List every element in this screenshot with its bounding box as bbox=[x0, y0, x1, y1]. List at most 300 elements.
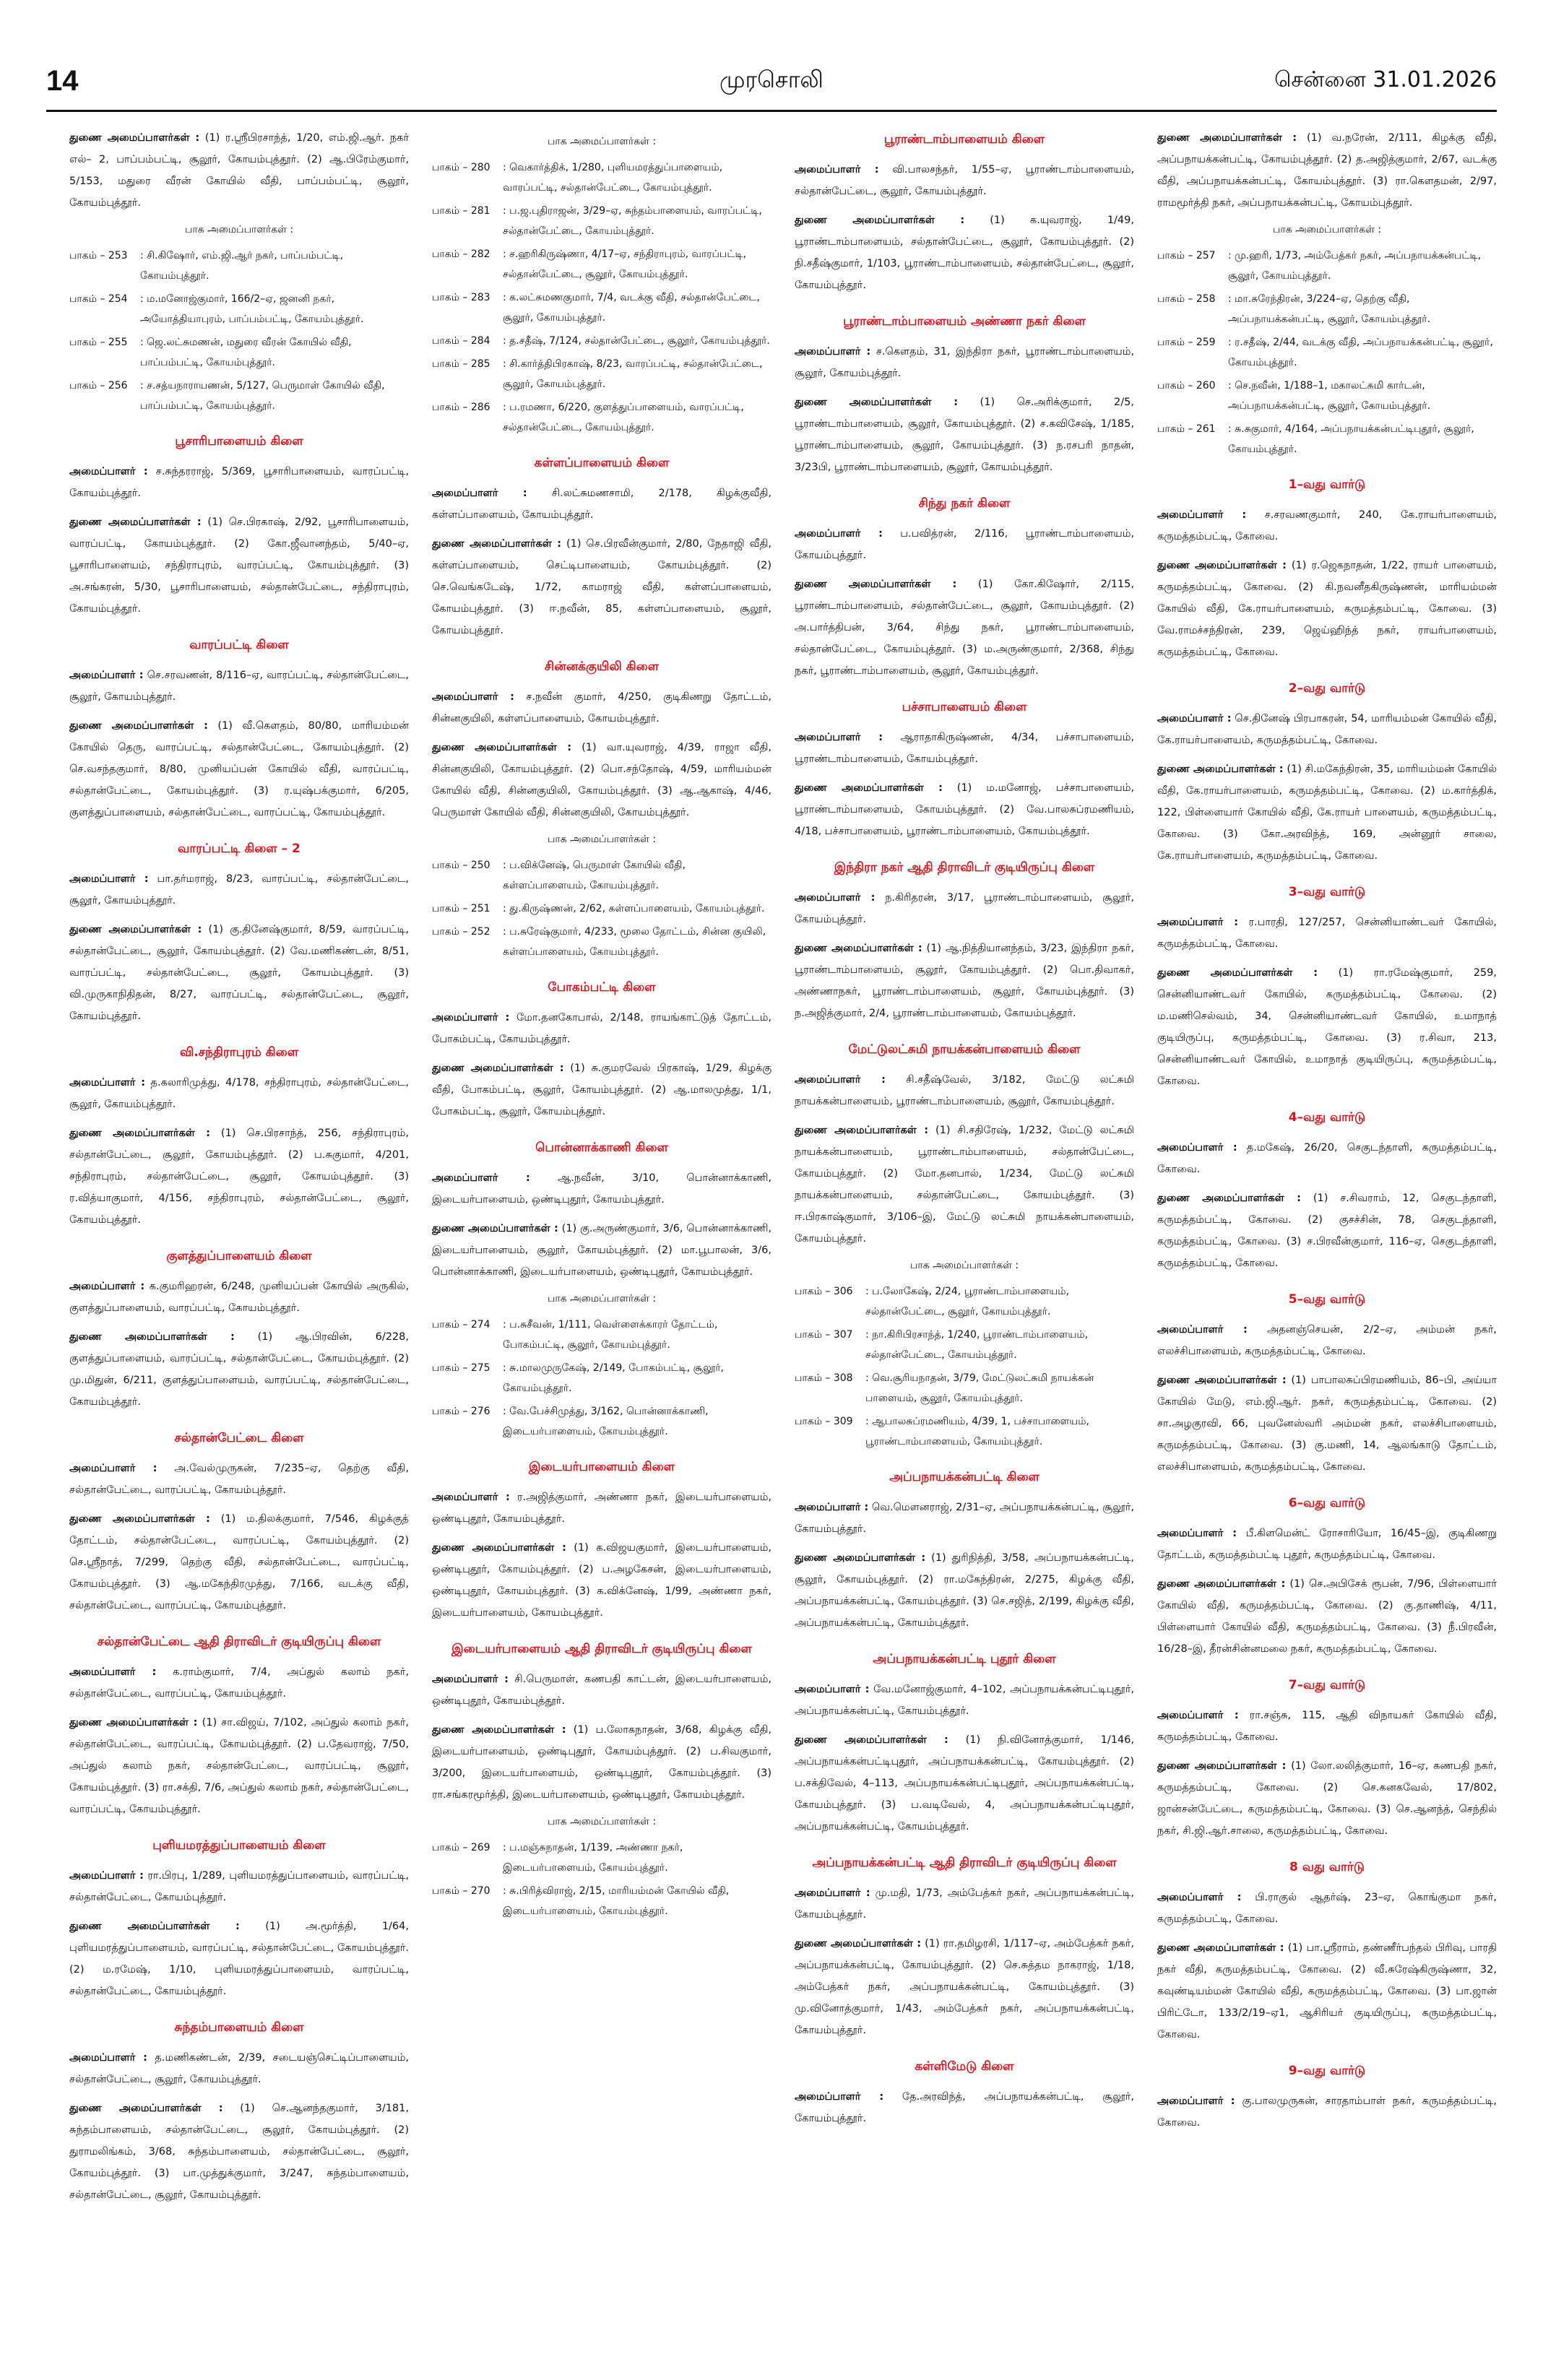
member-details: (1) வ.நரேன், 2/111, கிழக்கு வீதி, அப்பநாயக்கன்பட்டி, கோயம்புத்தூர். (2) த.அஜித்குமார், 2/67, வடக்கு வீதி, அப்பநாயக்கன்பட்டி, கோயம்புத்தூர். (3) ரா.கௌதமன், 2/97, ராமமூர்த்தி நகர், அப்பநாயக்கன்பட்டி, கோயம்புத்தூர். bbox=[1157, 132, 1497, 209]
role-label: துணை அமைப்பாளர்கள் : bbox=[795, 1125, 929, 1136]
role-label: துணை அமைப்பாளர்கள் : bbox=[432, 1063, 564, 1074]
role-label: துணை அமைப்பாளர்கள் : bbox=[1157, 1578, 1286, 1590]
role-label: துணை அமைப்பாளர்கள் : bbox=[432, 1542, 566, 1554]
member-details: அ.வேல்முருகன், 7/235–ஏ, தெற்கு வீதி, சல்தான்பேட்டை, வாரப்பட்டி, கோயம்புத்தூர். bbox=[69, 1463, 409, 1496]
booth-organizer: : சு.சுகுமார், 4/164, அப்பநாயக்கன்பட்டிபுதூர், சூலூர், கோயம்புத்தூர். bbox=[1228, 423, 1474, 455]
section-title: பூராண்டாம்பாளையம் கிளை bbox=[883, 132, 1045, 147]
role-label: அமைப்பாளர் : bbox=[1157, 917, 1239, 928]
role-label: அமைப்பாளர் : bbox=[69, 1463, 157, 1474]
section-title: வாரப்பட்டி கிளை bbox=[189, 638, 289, 652]
member-details: ச.சரவணகுமார், 240, கே.ராயர்பாளையம், கருமத்தம்பட்டி, கோவை. bbox=[1157, 509, 1497, 542]
role-label: அமைப்பாளர் : bbox=[432, 1012, 510, 1024]
booth-entry bbox=[795, 1411, 1134, 1452]
booth-number: பாகம் – 252 bbox=[432, 926, 490, 938]
booth-entry bbox=[432, 157, 772, 198]
member-details: (1) பாபாலசுப்பிரமணியம், 86–பி, அய்யா கோயில் மேடு, எம்.ஜி.ஆர். நகர், கருமத்தம்பட்டி, கோவை. (2) சா.அழகுரவி, 66, புவனேஸ்வரி அம்மன் நகர், எலச்சிபாளையம், கருமத்தம்பட்டி, கோவை. (3) கு.மணி, 14, ஆலங்காடு தோட்டம், எலச்சிபாளையம், கருமத்தம்பட்டி, கோவை. bbox=[1157, 1375, 1497, 1473]
member-paragraph bbox=[1157, 1887, 1497, 1930]
member-paragraph bbox=[69, 665, 409, 708]
member-details: ர.பாரதி, 127/257, சென்னியாண்டவர் கோயில், கருமத்தம்பட்டி, கோவை. bbox=[1157, 917, 1497, 950]
member-paragraph bbox=[795, 938, 1134, 1024]
member-paragraph bbox=[795, 1679, 1134, 1722]
member-details: (1) செ.பிரவீன்குமார், 2/80, நேதாஜி வீதி, கள்ளப்பாளையம், செட்டிபாளையம், கோயம்புத்தூர். (2) செ.வெங்கடேஷ், 1/72, காமராஜ் வீதி, கள்ளப்பாளையம், கோயம்புத்தூர். (3) ஈ.நவீன், 85, கள்ளப்பாளையம், சூலூர், கோயம்புத்தூர். bbox=[432, 538, 772, 636]
booth-entry bbox=[432, 201, 772, 241]
role-label: அமைப்பாளர் : bbox=[795, 1887, 870, 1899]
article-columns bbox=[69, 127, 1497, 2358]
member-paragraph bbox=[69, 461, 409, 504]
booth-number: பாகம் – 275 bbox=[432, 1362, 490, 1374]
member-paragraph bbox=[432, 1167, 772, 1211]
booth-number: பாகம் – 281 bbox=[432, 205, 490, 217]
role-label: அமைப்பாளர் : bbox=[69, 873, 149, 885]
booth-entry bbox=[432, 354, 772, 394]
role-label: அமைப்பாளர் : bbox=[795, 1074, 886, 1086]
section bbox=[69, 1247, 409, 1413]
role-label: துணை அமைப்பாளர்கள் : bbox=[1157, 1193, 1301, 1204]
member-paragraph bbox=[1157, 708, 1497, 751]
role-label: துணை அமைப்பாளர்கள் : bbox=[795, 1938, 922, 1950]
section-title: குளத்துப்பாளையம் கிளை bbox=[166, 1249, 312, 1263]
member-paragraph bbox=[432, 533, 772, 641]
member-paragraph bbox=[69, 1122, 409, 1231]
member-paragraph bbox=[795, 341, 1134, 384]
section bbox=[69, 839, 409, 1027]
booth-organizer: : நா.கிரிபிரசாந்த், 1/240, பூராண்டாம்பாளையம், சல்தான்பேட்டை, கோயம்புத்தூர். bbox=[865, 1329, 1089, 1361]
booth-number: பாகம் – 286 bbox=[432, 402, 490, 413]
booth-entry bbox=[432, 1881, 772, 1921]
member-details: பா.தர்மராஜ், 8/23, வாரப்பட்டி, சல்தான்பேட்டை, சூலூர், கோயம்புத்தூர். bbox=[69, 873, 409, 906]
member-paragraph bbox=[795, 727, 1134, 770]
city-date: சென்னை 31.01.2026 bbox=[1274, 66, 1497, 92]
member-details: (1) ஆ.பிரவின், 6/228, குளத்துப்பாளையம், வாரப்பட்டி, சல்தான்பேட்டை, கோயம்புத்தூர். (2) மு.மிதுன், 6/211, குளத்துப்பாளையம், வாரப்பட்டி, சல்தான்பேட்டை, கோயம்புத்தூர். bbox=[69, 1331, 409, 1408]
booth-entry bbox=[432, 922, 772, 962]
booth-entry bbox=[432, 397, 772, 438]
sub-heading: பாக அமைப்பாளர்கள் : bbox=[1272, 224, 1382, 235]
section bbox=[1157, 475, 1497, 663]
member-details: (1) ச.சிவராம், 12, செகுடந்தாளி, கருமத்தம்பட்டி, கோவை. (2) குசச்சின், 78, செகுடந்தாளி, கருமத்தம்பட்டி, கோவை. (3) ச.பிரவீன்குமார், 116–ஏ, செகுடந்தாளி, கருமத்தம்பட்டி, கோவை. bbox=[1157, 1193, 1497, 1269]
member-paragraph bbox=[1157, 1523, 1497, 1566]
member-paragraph bbox=[795, 209, 1134, 296]
member-details: ந.கிரிதரன், 3/17, பூராண்டாம்பாளையம், சூலூர், கோயம்புத்தூர். bbox=[795, 892, 1134, 925]
section bbox=[795, 698, 1134, 842]
section bbox=[69, 1632, 409, 1820]
section-title: மேட்டுலட்சுமி நாயக்கன்பாளையம் கிளை bbox=[848, 1042, 1081, 1057]
member-details: வி.பாலசந்தர், 1/55–ஏ, பூராண்டாம்பாளையம், சல்தான்பேட்டை, சூலூர், கோயம்புத்தூர். bbox=[795, 164, 1134, 197]
newspaper-name: முரசொலி bbox=[719, 66, 824, 93]
member-paragraph bbox=[432, 1218, 772, 1283]
section-title: புளியமரத்துப்பாளையம் கிளை bbox=[152, 1838, 326, 1853]
member-paragraph bbox=[795, 523, 1134, 566]
role-label: துணை அமைப்பாளர்கள் : bbox=[69, 516, 202, 528]
member-details: (1) ர.ஸ்ரீபிரசாந்த், 1/20, எம்.ஜி.ஆர். நகர் எல்– 2, பாப்பம்பட்டி, சூலூர், கோயம்புத்தூர். (2) ஆ.பிரேம்குமார், 5/153, மதுரை வீரன் கோயில் வீதி, பாப்பம்பட்டி, சூலூர், கோயம்புத்தூர். bbox=[69, 132, 409, 209]
booth-entry bbox=[795, 1325, 1134, 1365]
member-details: (1) செ.பிரகாஷ், 2/92, பூசாரிபாளையம், வாரப்பட்டி, கோயம்புத்தூர். (2) கோ.ஜீவானந்தம், 5/40–ஏ, பூசாரிபாளையம், சந்திராபுரம், வாரப்பட்டி, கோயம்புத்தூர். (3) அ.சங்கரன், 5/30, பூசாரிபாளையம், சல்தான்பேட்டை, சந்திராபுரம், கோயம்புத்தூர். bbox=[69, 516, 409, 615]
role-label: அமைப்பாளர் : bbox=[69, 1666, 157, 1678]
booth-organizer: : வெ.சூரியநாதன், 3/79, மேட்டுலட்சுமி நாயக்கன் பாளையம், சூலூர், கோயம்புத்தூர். bbox=[865, 1372, 1094, 1404]
member-details: அதனஞ்செயன், 2/2–ஏ, அம்மன் நகர், எலச்சிபாளையம், கருமத்தம்பட்டி, கோவை. bbox=[1157, 1324, 1497, 1357]
member-details: (1) கு.தினேஷ்குமார், 8/59, வாரப்பட்டி, சல்தான்பேட்டை, சூலூர், கோயம்புத்தூர். (2) வே.மணிகண்டன், 8/51, வாரப்பட்டி, சல்தான்பேட்டை, சூலூர், கோயம்புத்தூர். (3) வி.முருகாநிதிதன், 8/27, வாரப்பட்டி, சல்தான்பேட்டை, சூலூர், கோயம்புத்தூர். bbox=[69, 924, 409, 1022]
section bbox=[1157, 883, 1497, 1092]
booth-organizer: : ஜெ.லட்சுமணன், மதுரை வீரன் கோயில் வீதி, பாப்பம்பட்டி, கோயம்புத்தூர். bbox=[140, 337, 352, 368]
member-details: (1) ஆ.நித்தியானந்தம், 3/23, இந்திரா நகர், பூராண்டாம்பாளையம், சூலூர், கோயம்புத்தூர். (2) பொ.திவாகர், அண்ணாநகர், பூராண்டாம்பாளையம், சூலூர், கோயம்புத்தூர். (3) ந.அஜித்குமார், 2/4, பூராண்டாம்பாளையம், கோயம்புத்தூர். bbox=[795, 943, 1134, 1019]
role-label: துணை அமைப்பாளர்கள் : bbox=[795, 1552, 926, 1564]
member-paragraph bbox=[795, 1069, 1134, 1112]
role-label: துணை அமைப்பாளர்கள் : bbox=[432, 742, 572, 753]
role-label: துணை அமைப்பாளர்கள் : bbox=[795, 782, 943, 794]
booth-organizer: : த.சதீஷ், 7/124, சல்தான்பேட்டை, சூலூர், கோயம்புத்தூர். bbox=[503, 335, 770, 347]
booth-number: பாகம் – 253 bbox=[69, 250, 128, 261]
member-details: (1) சி.சதிரேஷ், 1/232, மேட்டு லட்சுமி நாயக்கன்பாளையம், பூராண்டாம்பாளையம், சல்தான்பேட்டை, கோயம்புத்தூர். (2) மோ.தனபால், 1/234, மேட்டு லட்சுமி நாயக்கன்பாளையம், சல்தான்பேட்டை, கோயம்புத்தூர். (3) ஈ.பிரகாஷ்குமார், 3/106–இ, மேட்டு லட்சுமி நாயக்கன்பாளையம், கோயம்புத்தூர். bbox=[795, 1125, 1134, 1245]
member-details: மோ.தனகோபால், 2/148, ராயங்காட்டுத் தோட்டம், போகம்பட்டி, கோயம்புத்தூர். bbox=[432, 1012, 772, 1045]
booth-organizer: : க.லட்சுமணகுமார், 7/4, வடக்கு வீதி, சல்தான்பேட்டை, சூலூர், கோயம்புத்தூர். bbox=[503, 292, 760, 324]
section-title: அப்பநாயக்கன்பட்டி புதூர் கிளை bbox=[873, 1652, 1056, 1666]
sub-heading: பாக அமைப்பாளர்கள் : bbox=[547, 834, 657, 845]
member-details: பி.ராகுல் ஆதர்ஷ், 23–ஏ, கொங்குமா நகர், கருமத்தம்பட்டி, கோவை. bbox=[1157, 1892, 1497, 1925]
role-label: அமைப்பாளர் : bbox=[1157, 1710, 1239, 1721]
role-label: அமைப்பாளர் : bbox=[69, 1281, 145, 1292]
role-label: துணை அமைப்பாளர்கள் : bbox=[795, 943, 922, 954]
member-details: (1) அ.மூர்த்தி, 1/64, புளியமரத்துப்பாளையம், வாரப்பட்டி, சல்தான்பேட்டை, கோயம்புத்தூர். (2) ம.ரமேஷ், 1/10, புளியமரத்துப்பாளையம், வாரப்பட்டி, சல்தான்பேட்டை, கோயம்புத்தூர். bbox=[69, 1921, 409, 1997]
member-details: ஆராதாகிருஷ்ணன், 4/34, பச்சாபாளையம், பூராண்டாம்பாளையம், கோயம்புத்தூர். bbox=[795, 732, 1134, 765]
booth-organizer: : வே.பேச்சிமுத்து, 3/162, பொன்னாக்காணி, இடையர்பாளையம், கோயம்புத்தூர். bbox=[503, 1406, 709, 1437]
member-details: (1) கோ.கிஷோர், 2/115, பூராண்டாம்பாளையம், சல்தான்பேட்டை, சூலூர், கோயம்புத்தூர். (2) அ.பார்த்திபன், 3/64, சிந்து நகர், பூராண்டாம்பாளையம், சல்தான்பேட்டை, கோயம்புத்தூர். (3) ம.அருண்குமார், 2/368, சிந்து நகர், பூராண்டாம்பாளையம், சூலூர், கோயம்புத்தூர். bbox=[795, 579, 1134, 677]
section-title: சல்தான்பேட்டை கிளை bbox=[174, 1431, 304, 1445]
member-paragraph bbox=[795, 1497, 1134, 1540]
member-details: செ.தினேஷ் பிரபாகரன், 54, மாரியம்மன் கோயில் வீதி, கே.ராயர்பாளையம், கருமத்தம்பட்டி, கோவை. bbox=[1157, 713, 1497, 746]
booth-number: பாகம் – 285 bbox=[432, 358, 490, 370]
column-1 bbox=[69, 127, 409, 2358]
role-label: அமைப்பாளர் : bbox=[795, 528, 883, 540]
role-label: துணை அமைப்பாளர்கள் : bbox=[69, 1513, 210, 1525]
role-label: அமைப்பாளர் : bbox=[795, 346, 871, 358]
role-label: துணை அமைப்பாளர்கள் : bbox=[1157, 1375, 1287, 1386]
section-title: 4–வது வார்டு bbox=[1288, 1110, 1366, 1125]
section-title: 3–வது வார்டு bbox=[1288, 885, 1366, 899]
member-paragraph bbox=[432, 1669, 772, 1712]
role-label: துணை அமைப்பாளர்கள் : bbox=[1157, 763, 1284, 775]
booth-entry bbox=[69, 376, 409, 416]
member-paragraph bbox=[69, 1712, 409, 1820]
member-paragraph bbox=[1157, 127, 1497, 214]
booth-organizer: : ப.ரமணா, 6/220, குளத்துப்பாளையம், வாரப்பட்டி, சல்தான்பேட்டை, கோயம்புத்தூர். bbox=[503, 402, 744, 433]
booth-number: பாகம் – 269 bbox=[432, 1842, 490, 1853]
role-label: அமைப்பாளர் : bbox=[795, 2091, 884, 2103]
section-title: 8 வது வார்டு bbox=[1289, 1860, 1365, 1874]
role-label: அமைப்பாளர் : bbox=[795, 1502, 869, 1513]
role-label: துணை அமைப்பாளர்கள் : bbox=[795, 215, 965, 226]
member-details: ரா.சஞ்சு, 115, ஆதி விநாயகர் கோயில் வீதி, கருமத்தம்பட்டி, கோவை. bbox=[1157, 1710, 1497, 1743]
section-title: வி.சந்திராபுரம் கிளை bbox=[179, 1045, 299, 1060]
section bbox=[795, 1040, 1134, 1452]
role-label: துணை அமைப்பாளர்கள் : bbox=[69, 720, 208, 732]
section bbox=[69, 2018, 409, 2206]
member-details: (1) க.விஜயகுமார், இடையர்பாளையம், ஒண்டிபுதூர், கோயம்புத்தூர். (2) ப.அழகேசன், இடையர்பாளையம், ஒண்டிபுதூர், கோயம்புத்தூர். (3) க.விக்னேஷ், 1/99, அண்ணா நகர், இடையர்பாளையம், கோயம்புத்தூர். bbox=[432, 1542, 772, 1619]
role-label: துணை அமைப்பாளர்கள் : bbox=[432, 1724, 566, 1736]
booth-organizer: : மு.ஹரி, 1/73, அம்பேத்கர் நகர், அப்பநாயக்கன்பட்டி, சூலூர், கோயம்புத்தூர். bbox=[1228, 250, 1482, 282]
member-details: க.ராம்குமார், 7/4, அப்துல் கலாம் நகர், சல்தான்பேட்டை, வாரப்பட்டி, கோயம்புத்தூர். bbox=[69, 1666, 409, 1700]
role-label: அமைப்பாளர் : bbox=[432, 488, 527, 499]
booth-entry bbox=[69, 332, 409, 373]
booth-entry bbox=[1157, 376, 1497, 416]
member-details: த.மணிகண்டன், 2/39, சடையஞ்செட்டிப்பாளையம், சல்தான்பேட்டை, சூலூர், கோயம்புத்தூர். bbox=[69, 2052, 409, 2085]
section bbox=[69, 1043, 409, 1231]
booth-organizer: : மா.சுரேந்திரன், 3/224–ஏ, தெற்கு வீதி, அப்பநாயக்கன்பட்டி, சூலூர், கோயம்புத்தூர். bbox=[1228, 293, 1431, 325]
section bbox=[69, 1429, 409, 1617]
member-details: (1) க.யுவராஜ், 1/49, பூராண்டாம்பாளையம், சல்தான்பேட்டை, சூலூர், கோயம்புத்தூர். (2) நி.சதீஷ்குமார், 1/103, பூராண்டாம்பாளையம், சல்தான்பேட்டை, சூலூர், கோயம்புத்தூர். bbox=[795, 215, 1134, 291]
member-paragraph bbox=[432, 686, 772, 730]
role-label: அமைப்பாளர் : bbox=[69, 1870, 144, 1882]
column-3 bbox=[795, 127, 1134, 2358]
member-paragraph bbox=[69, 127, 409, 214]
booth-organizer: : சி.கார்த்திபிரகாஷ், 8/23, வாரப்பட்டி, சல்தான்பேட்டை, சூலூர், கோயம்புத்தூர். bbox=[503, 358, 763, 390]
role-label: அமைப்பாளர் : bbox=[432, 1492, 510, 1503]
member-details: சி.பெருமாள், கணபதி காட்டன், இடையர்பாளையம், ஒண்டிபுதூர், கோயம்புத்தூர். bbox=[432, 1674, 772, 1707]
role-label: அமைப்பாளர் : bbox=[1157, 2095, 1235, 2107]
booth-entry bbox=[795, 1281, 1134, 1322]
booth-organizer: : ச.சத்யநாராயணன், 5/127, பெருமாள் கோயில் வீதி, பாப்பம்பட்டி, கோயம்புத்தூர். bbox=[140, 380, 385, 412]
booth-number: பாகம் – 254 bbox=[69, 293, 128, 305]
role-label: துணை அமைப்பாளர்கள் : bbox=[1157, 560, 1287, 571]
booth-number: பாகம் – 251 bbox=[432, 903, 490, 914]
role-label: அமைப்பாளர் : bbox=[1157, 713, 1232, 724]
booth-entry bbox=[432, 855, 772, 896]
member-details: ச.சுந்தரராஜ், 5/369, பூசாரிபாளையம், வாரப்பட்டி, கோயம்புத்தூர். bbox=[69, 466, 409, 499]
member-details: (1) ம.திலக்குமார், 7/546, கிழக்குத் தோட்டம், சல்தான்பேட்டை, வாரப்பட்டி, கோயம்புத்தூர். (2) செ.ஸ்ரீநாத், 7/299, தெற்கு வீதி, சல்தான்பேட்டை, வாரப்பட்டி, கோயம்புத்தூர். (3) ஆ.மகேந்திரமுத்து, 7/166, வடக்கு வீதி, சல்தான்பேட்டை, வாரப்பட்டி, கோயம்புத்தூர். bbox=[69, 1513, 409, 1611]
member-details: (1) செ.பிரசாந்த், 256, சந்திராபுரம், சல்தான்பேட்டை, சூலூர், கோயம்புத்தூர். (2) ப.சுகுமார், 4/201, சந்திராபுரம், சல்தான்பேட்டை, சூலூர், கோயம்புத்தூர். (3) ர.வித்யாகுமார், 4/156, சந்திராபுரம், சல்தான்பேட்டை, சூலூர், கோயம்புத்தூர். bbox=[69, 1128, 409, 1226]
section-title: பச்சாபாளையம் கிளை bbox=[902, 700, 1027, 714]
section-title: சிந்து நகர் கிளை bbox=[918, 496, 1011, 511]
section-title: கள்ளப்பாளையம் கிளை bbox=[534, 456, 670, 470]
section bbox=[432, 454, 772, 641]
booth-number: பாகம் – 284 bbox=[432, 335, 490, 347]
section bbox=[1157, 1676, 1497, 1842]
member-paragraph bbox=[1157, 962, 1497, 1092]
member-paragraph bbox=[432, 1537, 772, 1624]
booth-entry bbox=[432, 244, 772, 285]
member-paragraph bbox=[1157, 2090, 1497, 2134]
booth-number: பாகம் – 282 bbox=[432, 248, 490, 260]
booth-entry bbox=[432, 331, 772, 351]
section bbox=[69, 636, 409, 823]
role-label: அமைப்பாளர் : bbox=[1157, 1142, 1237, 1154]
booth-entry bbox=[432, 1315, 772, 1355]
sub-heading: பாக அமைப்பாளர்கள் : bbox=[547, 136, 657, 147]
role-label: துணை அமைப்பாளர்கள் : bbox=[69, 2103, 223, 2114]
booth-number: பாகம் – 276 bbox=[432, 1406, 490, 1417]
member-paragraph bbox=[1157, 1705, 1497, 1748]
member-paragraph bbox=[69, 1508, 409, 1617]
member-details: (1) ப.லோகநாதன், 3/68, கிழக்கு வீதி, இடையர்பாளையம், ஒண்டிபுதூர், கோயம்புத்தூர். (2) ப.சிவகுமார், 3/200, இடையர்பாளையம், ஒண்டிபுதூர், கோயம்புத்தூர். (3) ரா.சங்கரமூர்த்தி, இடையர்பாளையம், ஒண்டிபுதூர், கோயம்புத்தூர். bbox=[432, 1724, 772, 1801]
member-details: (1) பா.ஸ்ரீராம், தண்ணீர்பந்தல் பிரிவு, பாரதி நகர் வீதி, கருமத்தம்பட்டி, கோவை. (2) வீ.சுரேஷ்கிருஷ்ணா, 32, கவுண்டியம்மன் கோயில் வீதி, கருமத்தம்பட்டி, கோவை. (3) பா.ஜான் பிரிட்டோ, 133/2/19–ஏ1, ஆசிரியர் குடியிருப்பு, கருமத்தம்பட்டி, கோவை. bbox=[1157, 1942, 1497, 2041]
booth-organizer: : ம.மனோஜ்குமார், 166/2–ஏ, ஜனனி நகர், அயோத்தியாபுரம், பாப்பம்பட்டி, கோயம்புத்தூர். bbox=[140, 293, 364, 325]
booth-entry bbox=[795, 1368, 1134, 1408]
member-paragraph bbox=[1157, 555, 1497, 663]
booth-number: பாகம் – 280 bbox=[432, 162, 490, 173]
role-label: அமைப்பாளர் : bbox=[69, 2052, 147, 2064]
section bbox=[432, 978, 772, 1122]
member-paragraph bbox=[69, 1865, 409, 1908]
member-paragraph bbox=[1157, 758, 1497, 867]
section bbox=[432, 1640, 772, 1921]
section bbox=[795, 494, 1134, 682]
member-details: (1) செ.ஆனந்தகுமார், 3/181, சுந்தம்பாளையம், சல்தான்பேட்டை, சூலூர், கோயம்புத்தூர். (2) துராமலிங்கம், 3/68, சுந்தம்பாளையம், சல்தான்பேட்டை, சூலூர், கோயம்புத்தூர். (3) பா.முத்துக்குமார், 3/247, சுந்தம்பாளையம், சல்தான்பேட்டை, சூலூர், கோயம்புத்தூர். bbox=[69, 2103, 409, 2201]
booth-organizer: : ப.ஜ.புதிராஜன், 3/29–ஏ, சுந்தம்பாளையம், வாரப்பட்டி, சல்தான்பேட்டை, கோயம்புத்தூர். bbox=[503, 205, 762, 237]
sub-heading: பாக அமைப்பாளர்கள் : bbox=[547, 1816, 657, 1827]
role-label: துணை அமைப்பாளர்கள் : bbox=[69, 1331, 235, 1343]
member-paragraph bbox=[795, 1933, 1134, 2041]
member-details: ர.அஜித்குமார், அண்ணா நகர், இடையர்பாளையம், ஒண்டிபுதூர், கோயம்புத்தூர். bbox=[432, 1492, 772, 1525]
booth-entry bbox=[432, 287, 772, 328]
section bbox=[795, 2057, 1134, 2129]
member-paragraph bbox=[432, 1007, 772, 1050]
section-title: சுந்தம்பாளையம் கிளை bbox=[174, 2020, 304, 2035]
booth-organizer: : ச.ஹரிகிருஷ்ணா, 4/17–ஏ, சந்திராபுரம், வாரப்பட்டி, சல்தான்பேட்டை, சூலூர், கோயம்புத்தூர். bbox=[503, 248, 747, 280]
role-label: துணை அமைப்பாளர்கள் : bbox=[432, 1223, 558, 1234]
role-label: துணை அமைப்பாளர்கள் : bbox=[1157, 967, 1318, 979]
section-title: போகம்பட்டி கிளை bbox=[548, 980, 656, 995]
member-details: வெ.மௌனராஜ், 2/31–ஏ, அப்பநாயக்கன்பட்டி, சூலூர், கோயம்புத்தூர். bbox=[795, 1502, 1134, 1535]
section bbox=[69, 1836, 409, 2002]
section-title: இடையர்பாளையம் கிளை bbox=[528, 1460, 675, 1474]
member-details: (1) துரிநித்தி, 3/58, அப்பநாயக்கன்பட்டி, சூலூர், கோயம்புத்தூர். (2) ரா.மகேந்திரன், 2/275, கிழக்கு வீதி, அப்பநாயக்கன்பட்டி, கோயம்புத்தூர். (3) செ.சஜித், 2/199, கிழக்கு வீதி, அப்பநாயக்கன்பட்டி, கோயம்புத்தூர். bbox=[795, 1552, 1134, 1629]
role-label: அமைப்பாளர் : bbox=[69, 466, 148, 477]
booth-organizer: : சி.கிஷோர், எம்.ஜி.ஆர் நகர், பாப்பம்பட்டி, கோயம்புத்தூர். bbox=[140, 250, 344, 282]
member-details: (1) சா.விஜய், 7/102, அப்துல் கலாம் நகர், சல்தான்பேட்டை, வாரப்பட்டி, கோயம்புத்தூர். (2) ப.தேவராஜ், 7/50, அப்துல் கலாம் நகர், சல்தான்பேட்டை, வாரப்பட்டி, சூலூர், கோயம்புத்தூர். (3) ரா.சக்தி, 7/6, அப்துல் கலாம் நகர், சல்தான்பேட்டை, வாரப்பட்டி, கோயம்புத்தூர். bbox=[69, 1717, 409, 1815]
section-title: 2–வது வார்டு bbox=[1288, 681, 1366, 696]
member-details: ரா.பிரபு, 1/289, புளியமரத்துப்பாளையம், வாரப்பட்டி, சல்தான்பேட்டை, கோயம்புத்தூர். bbox=[69, 1870, 409, 1903]
role-label: அமைப்பாளர் : bbox=[69, 1077, 146, 1089]
member-paragraph bbox=[795, 159, 1134, 202]
member-details: (1) ரா.தமிழரசி, 1/117–ஏ, அம்பேத்கர் நகர், அப்பநாயக்கன்பட்டி, கோயம்புத்தூர். (2) செ.சுத்தம நாகராஜ், 1/18, அம்பேத்கர் நகர், அப்பநாயக்கன்பட்டி, கோயம்புத்தூர். (3) மு.வினோத்குமார், 1/43, அம்பேத்கர் நகர், அப்பநாயக்கன்பட்டி, கோயம்புத்தூர். bbox=[795, 1938, 1134, 2036]
member-details: (1) சி.மகேந்திரன், 35, மாரியம்மன் கோயில் வீதி, கே.ராயர்பாளையம், கருமத்தம்பட்டி, கோவை. (2) ம.கார்த்திக், 122, பிள்ளையார் கோயில் வீதி, கே.ராயர் பாளையம், கருமத்தம்பட்டி, கோவை. (3) கோ.அரவிந்த், 169, அன்னூர் சாலை, கே.ராயர்பாளையம், கருமத்தம்பட்டி, கோவை. bbox=[1157, 763, 1497, 862]
member-details: (1) ரா.ரமேஷ்குமார், 259, சென்னியாண்டவர் கோயில், கருமத்தம்பட்டி, கோவை. (2) ம.மணிசெல்வம், 34, சென்னியாண்டவர் கோயில், உமாநாத் குடியிருப்பு, கருமத்தம்பட்டி, கோவை. (3) ர.சிவா, 213, சென்னியாண்டவர் கோயில், உமாநாத் குடியிருப்பு, கருமத்தம்பட்டி, கோவை. bbox=[1157, 967, 1497, 1087]
role-label: துணை அமைப்பாளர்கள் : bbox=[1157, 132, 1297, 144]
booth-entry bbox=[1157, 289, 1497, 329]
member-paragraph bbox=[1157, 1573, 1497, 1660]
section bbox=[795, 130, 1134, 296]
section-title: 9–வது வார்டு bbox=[1288, 2064, 1366, 2078]
role-label: துணை அமைப்பாளர்கள் : bbox=[69, 924, 202, 935]
section bbox=[1157, 1108, 1497, 1274]
role-label: அமைப்பாளர் : bbox=[795, 1684, 870, 1695]
booth-number: பாகம் – 283 bbox=[432, 292, 490, 303]
member-details: (1) செ.அரிக்குமார், 2/5, பூராண்டாம்பாளையம், சூலூர், கோயம்புத்தூர். (2) ச.கவிசேஷ், 1/185, பூராண்டாம்பாளையம், சூலூர், கோயம்புத்தூர். (3) ந.ரசபரி நாதன், 3/23பி, பூராண்டாம்பாளையம், சூலூர், கோயம்புத்தூர். bbox=[795, 397, 1134, 473]
member-details: (1) கு.அருண்குமார், 3/6, பொன்னாக்காணி, இடையர்பாளையம், சூலூர், கோயம்புத்தூர். (2) மா.பூபாலன், 3/6, பொன்னாக்காணி, இடையர்பாளையம், ஒண்டிபுதூர், கோயம்புத்தூர். bbox=[432, 1223, 772, 1278]
member-details: (1) வீ.கௌதம், 80/80, மாரியம்மன் கோயில் தெரு, வாரப்பட்டி, சல்தான்பேட்டை, கோயம்புத்தூர். (2) செ.வசந்தகுமார், 8/80, முனியப்பன் கோயில் வீதி, வாரப்பட்டி, சல்தான்பேட்டை, கோயம்புத்தூர். (3) ர.யுஷ்பக்குமார், 6/205, குளத்துப்பாளையம், சல்தான்பேட்டை, வாரப்பட்டி, கோயம்புத்தூர். bbox=[69, 720, 409, 818]
member-details: ச.கௌதம், 31, இந்திரா நகர், பூராண்டாம்பாளையம், சூலூர், கோயம்புத்தூர். bbox=[795, 346, 1134, 379]
role-label: அமைப்பாளர் : bbox=[432, 691, 514, 703]
section-title: பொன்னாக்காணி கிளை bbox=[535, 1141, 668, 1155]
booth-number: பாகம் – 255 bbox=[69, 337, 128, 348]
member-details: ஆ.நவீன், 3/10, பொன்னாக்காணி, இடையர்பாளையம், ஒண்டிபுதூர், கோயம்புத்தூர். bbox=[432, 1172, 772, 1206]
member-paragraph bbox=[69, 919, 409, 1027]
section bbox=[795, 1650, 1134, 1838]
role-label: அமைப்பாளர் : bbox=[1157, 509, 1247, 521]
booth-organizer: : ப.விக்னேஷ், பெருமாள் கோயில் வீதி, கள்ளப்பாளையம், கோயம்புத்தூர். bbox=[503, 860, 686, 891]
member-paragraph bbox=[69, 1916, 409, 2002]
section bbox=[432, 1458, 772, 1624]
section-title: பூராண்டாம்பாளையம் அண்ணா நகர் கிளை bbox=[843, 314, 1086, 329]
booth-entry bbox=[432, 1401, 772, 1442]
member-paragraph bbox=[432, 483, 772, 526]
member-paragraph bbox=[1157, 504, 1497, 548]
section bbox=[432, 1138, 772, 1442]
member-paragraph bbox=[69, 2098, 409, 2206]
member-paragraph bbox=[69, 1276, 409, 1319]
section-title: சின்னக்குயிலி கிளை bbox=[544, 659, 660, 674]
section bbox=[795, 1468, 1134, 1634]
booth-organizer: : வெகார்த்திக், 1/280, புளியமரத்துப்பாளையம், வாரப்பட்டி, சல்தான்பேட்டை, கோயம்புத்தூர். bbox=[503, 162, 723, 194]
member-details: (1) ர.ஜெகநாதன், 1/22, ராயர் பாளையம், கருமத்தம்பட்டி, கோவை. (2) கி.நவனீதகிருஷ்ணன், மாரியம்மன் கோயில் வீதி, கே.ராயர்பாளையம், கருமத்தம்பட்டி, கோவை. (3) வே.ராமச்சந்திரன், 239, ஜெய்ஹிந்த் நகர், ராயர்பாளையம், கருமத்தம்பட்டி, கோவை. bbox=[1157, 560, 1497, 658]
sub-heading: பாக அமைப்பாளர்கள் : bbox=[909, 1260, 1019, 1271]
booth-organizer: : து.கிருஷ்ணன், 2/62, கள்ளப்பாளையம், கோயம்புத்தூர். bbox=[503, 903, 765, 914]
booth-organizer: : ஆபாலசுப்ரமணியம், 4/39, 1, பச்சாபாளையம், பூராண்டாம்பாளையம், கோயம்புத்தூர். bbox=[865, 1416, 1089, 1448]
section bbox=[1157, 1858, 1497, 2046]
member-paragraph bbox=[795, 391, 1134, 478]
member-details: த.மகேஷ், 26/20, செகுடந்தாளி, கருமத்தம்பட்டி, கோவை. bbox=[1157, 1142, 1497, 1175]
member-paragraph bbox=[432, 1719, 772, 1806]
booth-entry bbox=[69, 246, 409, 286]
member-paragraph bbox=[795, 1882, 1134, 1926]
role-label: அமைப்பாளர் : bbox=[1157, 1324, 1248, 1336]
role-label: துணை அமைப்பாளர்கள் : bbox=[69, 132, 200, 144]
member-details: கு.பாலமுருகன், சாரதாம்பாள் நகர், கருமத்தம்பட்டி, கோவை. bbox=[1157, 2095, 1497, 2129]
role-label: அமைப்பாளர் : bbox=[1157, 1892, 1242, 1903]
member-paragraph bbox=[69, 1458, 409, 1501]
booth-number: பாகம் – 258 bbox=[1157, 293, 1216, 305]
section-title: பூசாரிபாளையம் கிளை bbox=[175, 434, 303, 449]
section bbox=[795, 312, 1134, 478]
booth-organizer: : சு.மாலமுருகேஷ், 2/149, போகம்பட்டி, சூலூர், கோயம்புத்தூர். bbox=[503, 1362, 724, 1394]
section bbox=[795, 1853, 1134, 2041]
section-title: கள்ளிமேடு கிளை bbox=[915, 2059, 1014, 2074]
member-paragraph bbox=[432, 1057, 772, 1122]
member-paragraph bbox=[432, 737, 772, 823]
booth-organizer: : ர.சதீஷ், 2/44, வடக்கு வீதி, அப்பநாயக்கன்பட்டி, சூலூர், கோயம்புத்தூர். bbox=[1228, 337, 1493, 368]
member-details: சி.லட்சுமணசாமி, 2/178, கிழக்குவீதி, கள்ளப்பாளையம், கோயம்புத்தூர். bbox=[432, 488, 772, 521]
sub-heading: பாக அமைப்பாளர்கள் : bbox=[547, 1293, 657, 1304]
section bbox=[795, 858, 1134, 1024]
booth-number: பாகம் – 259 bbox=[1157, 337, 1216, 348]
role-label: துணை அமைப்பாளர்கள் : bbox=[69, 1921, 240, 1932]
booth-entry bbox=[432, 1358, 772, 1398]
booth-entry bbox=[1157, 246, 1497, 286]
column-2 bbox=[432, 127, 772, 2358]
role-label: துணை அமைப்பாளர்கள் : bbox=[795, 397, 959, 408]
masthead bbox=[46, 59, 1497, 103]
role-label: அமைப்பாளர் : bbox=[432, 1172, 530, 1184]
member-paragraph bbox=[1157, 912, 1497, 955]
section-title: சல்தான்பேட்டை ஆதி திராவிடர் குடியிருப்பு கிளை bbox=[97, 1635, 381, 1649]
booth-number: பாகம் – 308 bbox=[795, 1372, 853, 1384]
role-label: அமைப்பாளர் : bbox=[795, 892, 876, 904]
header-rule bbox=[46, 110, 1497, 112]
member-paragraph bbox=[69, 715, 409, 823]
member-paragraph bbox=[69, 1072, 409, 1115]
booth-number: பாகம் – 250 bbox=[432, 860, 490, 871]
section-title: இந்திரா நகர் ஆதி திராவிடர் குடியிருப்பு கிளை bbox=[834, 860, 1095, 875]
booth-number: பாகம் – 261 bbox=[1157, 423, 1216, 435]
booth-number: பாகம் – 274 bbox=[432, 1319, 490, 1330]
sub-heading: பாக அமைப்பாளர்கள் : bbox=[184, 224, 294, 235]
section bbox=[1157, 127, 1497, 459]
role-label: அமைப்பாளர் : bbox=[69, 670, 144, 681]
section bbox=[1157, 679, 1497, 867]
section-title: இடையர்பாளையம் ஆதி திராவிடர் குடியிருப்பு கிளை bbox=[451, 1642, 752, 1656]
page-number: 14 bbox=[46, 64, 79, 97]
role-label: துணை அமைப்பாளர்கள் : bbox=[1157, 1942, 1284, 1954]
role-label: அமைப்பாளர் : bbox=[432, 1674, 509, 1685]
booth-number: பாகம் – 260 bbox=[1157, 380, 1216, 391]
